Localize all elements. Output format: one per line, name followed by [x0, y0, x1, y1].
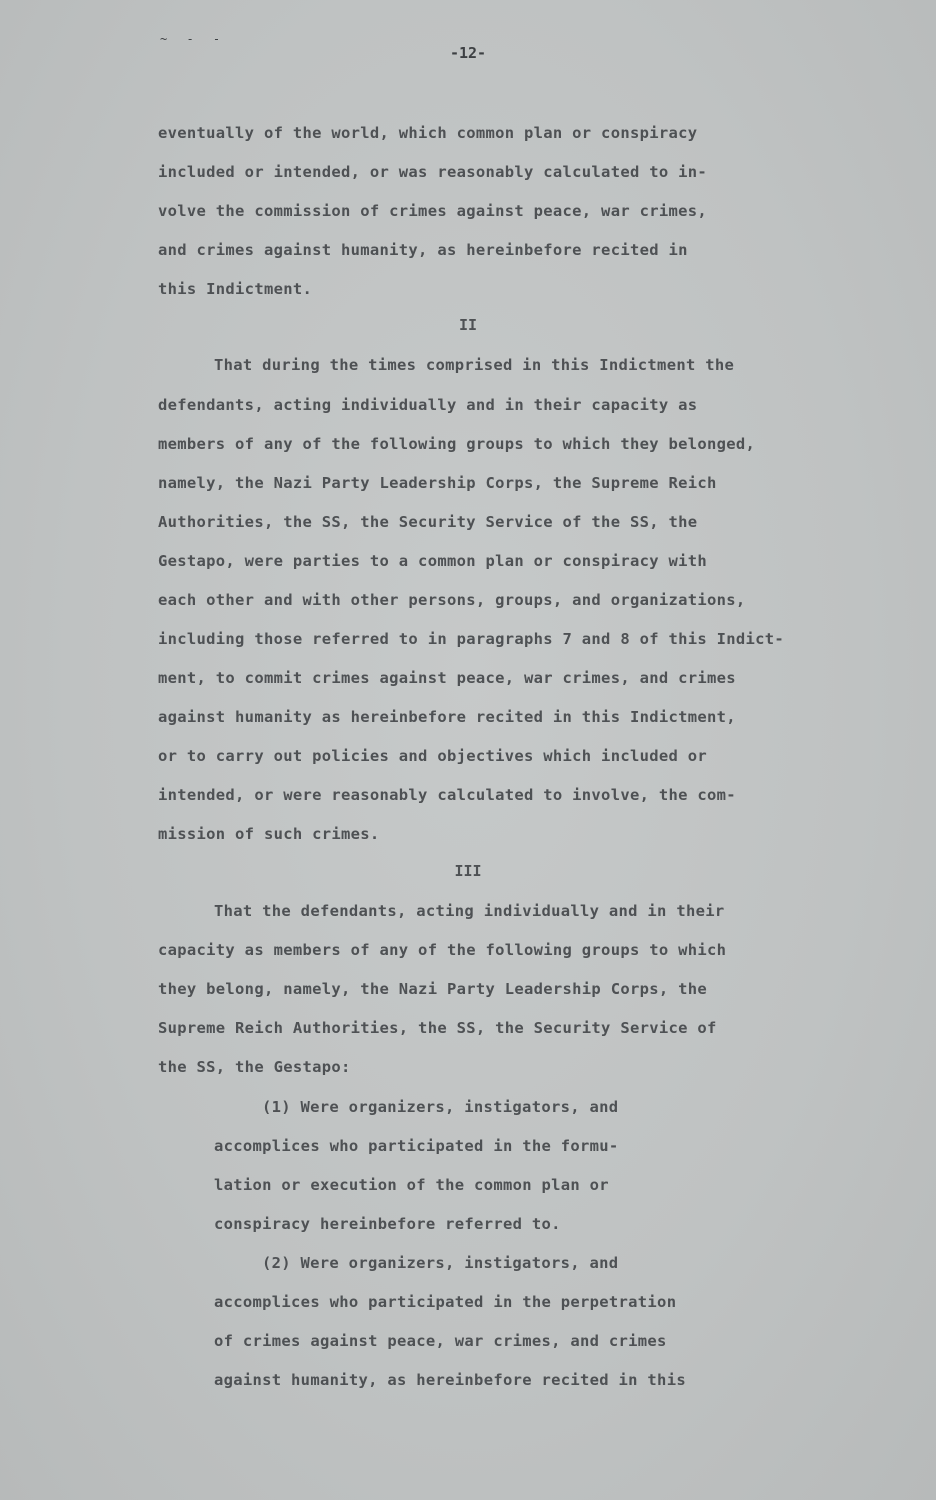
list-item-line: accomplices who participated in the perpetration — [214, 1293, 677, 1311]
text-line: the SS, the Gestapo: — [158, 1058, 351, 1076]
text-line: or to carry out policies and objectives which included or — [158, 747, 708, 765]
list-item-line: (1) Were organizers, instigators, and — [262, 1098, 619, 1116]
text-line: members of any of the following groups to which they belonged, — [158, 435, 756, 453]
text-line: volve the commission of crimes against peace, war crimes, — [158, 202, 708, 220]
text-line: defendants, acting individually and in their capacity as — [158, 396, 698, 414]
section-heading: II — [458, 316, 478, 334]
page-marks: ~ - - — [160, 32, 227, 46]
list-item-line: of crimes against peace, war crimes, and crimes — [214, 1332, 667, 1350]
list-item-line: accomplices who participated in the formu- — [214, 1137, 619, 1155]
text-line: That the defendants, acting individually and in their — [214, 902, 725, 920]
page-number: -12- — [449, 44, 487, 62]
text-line: ment, to commit crimes against peace, war crimes, and crimes — [158, 669, 736, 687]
text-line: including those referred to in paragraphs 7 and 8 of this Indict- — [158, 630, 785, 648]
text-line: eventually of the world, which common plan or conspiracy — [158, 124, 698, 142]
text-line: Authorities, the SS, the Security Service of the SS, the — [158, 513, 698, 531]
text-line: and crimes against humanity, as hereinbefore recited in — [158, 241, 688, 259]
text-line: capacity as members of any of the following groups to which — [158, 941, 727, 959]
text-line: mission of such crimes. — [158, 825, 380, 843]
list-item-line: conspiracy hereinbefore referred to. — [214, 1215, 561, 1233]
text-line: namely, the Nazi Party Leadership Corps, the Supreme Reich — [158, 474, 717, 492]
list-item-line: lation or execution of the common plan or — [214, 1176, 609, 1194]
text-line: included or intended, or was reasonably calculated to in- — [158, 163, 708, 181]
list-item-line: (2) Were organizers, instigators, and — [262, 1254, 619, 1272]
text-line: each other and with other persons, groups, and organizations, — [158, 591, 746, 609]
text-line: Supreme Reich Authorities, the SS, the Security Service of — [158, 1019, 717, 1037]
text-line: Gestapo, were parties to a common plan or conspiracy with — [158, 552, 708, 570]
text-line: against humanity as hereinbefore recited in this Indictment, — [158, 708, 736, 726]
list-item-line: against humanity, as hereinbefore recited in this — [214, 1371, 686, 1389]
text-line: this Indictment. — [158, 280, 313, 298]
text-line: intended, or were reasonably calculated to involve, the com- — [158, 786, 736, 804]
text-line: they belong, namely, the Nazi Party Leadership Corps, the — [158, 980, 708, 998]
section-heading: III — [454, 862, 482, 880]
text-line: That during the times comprised in this Indictment the — [214, 356, 735, 374]
